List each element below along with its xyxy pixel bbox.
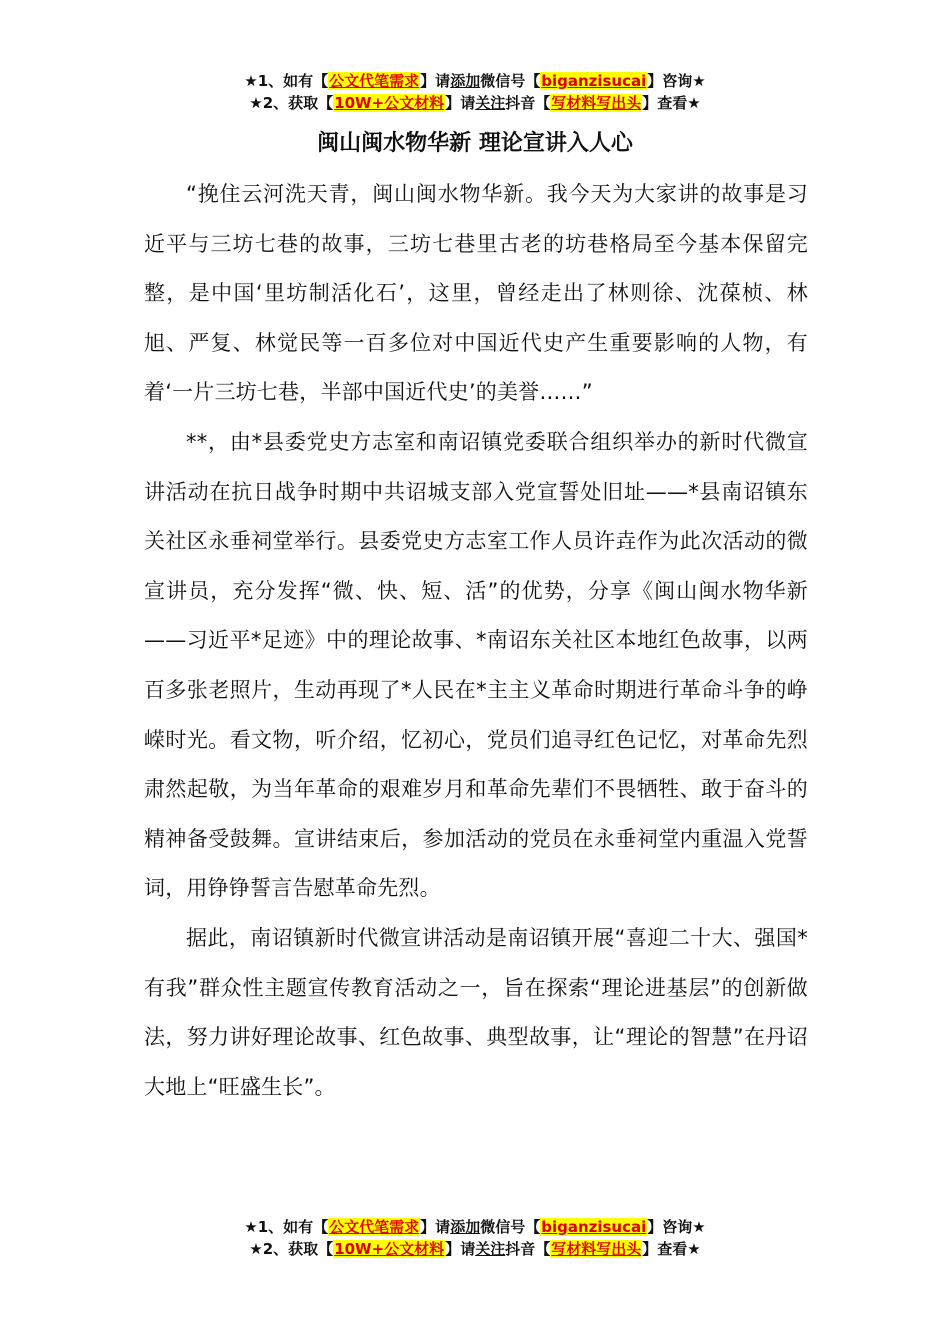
body-paragraph: **，由*县委党史方志室和南诏镇党委联合组织举办的新时代微宣讲活动在抗日战争时期中共诏城支部入党宣誓处旧址——*县南诏镇东关社区永垂祠堂举行。县委党史方志室工作人员许垚作为此次活动的微宣讲员，充分发挥“微、快、短、活”的优势，分享《闽山闽水物华新——习近平*足迹》中的理论故事、*南诏东关社区本地红色故事，以两百多张老照片，生动再现了*人民在*主主义革命时期进行革命斗争的峥嵘时光。看文物，听介绍，忆初心，党员们追寻红色记忆，对革命先烈肃然起敬，为当年革命的艰难岁月和革命先辈们不畏牺牲、敢于奋斗的精神备受鼓舞。宣讲结束后，参加活动的党员在永垂祠堂内重温入党誓词，用铮铮誓言告慰革命先烈。 <box>144 429 808 901</box>
promo-text: 】请 <box>420 1218 451 1236</box>
promo-underlined: 添加 <box>450 1218 481 1236</box>
header-promo-banner <box>0 70 950 114</box>
promo-underlined: 关注 <box>475 1240 506 1258</box>
promo-text: 】请 <box>445 1240 476 1258</box>
promo-text: 】查看★ <box>642 1240 701 1258</box>
promo-line-2 <box>0 1238 950 1260</box>
promo-text: 】咨询★ <box>647 1218 706 1236</box>
promo-text: ★2、获取【 <box>249 1240 334 1258</box>
promo-wechat-id: biganzisucai <box>541 72 647 90</box>
document-body <box>144 170 808 1112</box>
promo-text: 】请 <box>445 94 476 112</box>
promo-highlight: 公文代笔需求 <box>329 1218 420 1236</box>
promo-text: 】查看★ <box>642 94 701 112</box>
promo-text: 微信号【 <box>480 72 541 90</box>
body-paragraph: 据此，南诏镇新时代微宣讲活动是南诏镇开展“喜迎二十大、强国*有我”群众性主题宣传教育活动之一，旨在探索“理论进基层”的创新做法，努力讲好理论故事、红色故事、典型故事，让“理论的智慧”在丹诏大地上“旺盛生长”。 <box>144 925 808 1099</box>
promo-line-1 <box>0 1216 950 1238</box>
promo-line-1 <box>0 70 950 92</box>
footer-promo-banner <box>0 1216 950 1260</box>
promo-text: 】咨询★ <box>647 72 706 90</box>
body-paragraph: “挽住云河洗天青，闽山闽水物华新。我今天为大家讲的故事是习近平与三坊七巷的故事，三坊七巷里古老的坊巷格局至今基本保留完整，是中国‘里坊制活化石’，这里，曾经走出了林则徐、沈葆桢、林旭、严复、林觉民等一百多位对中国近代史产生重要影响的人物，有着‘一片三坊七巷，半部中国近代史’的美誉……” <box>144 182 808 405</box>
promo-wechat-id: biganzisucai <box>541 1218 647 1236</box>
promo-highlight: 公文代笔需求 <box>329 72 420 90</box>
promo-douyin-id: 写材料写出头 <box>551 1240 642 1258</box>
promo-underlined: 添加 <box>450 72 481 90</box>
promo-text: 抖音【 <box>505 1240 551 1258</box>
promo-text: ★1、如有【 <box>244 1218 329 1236</box>
promo-text: ★2、获取【 <box>249 94 334 112</box>
promo-underlined: 关注 <box>475 94 506 112</box>
document-title: 闽山闽水物华新 理论宣讲入人心 <box>317 131 633 156</box>
promo-highlight: 10W+公文材料 <box>334 94 445 112</box>
promo-text: 微信号【 <box>480 1218 541 1236</box>
promo-douyin-id: 写材料写出头 <box>551 94 642 112</box>
promo-line-2 <box>0 92 950 114</box>
promo-text: ★1、如有【 <box>244 72 329 90</box>
promo-text: 抖音【 <box>505 94 551 112</box>
promo-highlight: 10W+公文材料 <box>334 1240 445 1258</box>
promo-text: 】请 <box>420 72 451 90</box>
